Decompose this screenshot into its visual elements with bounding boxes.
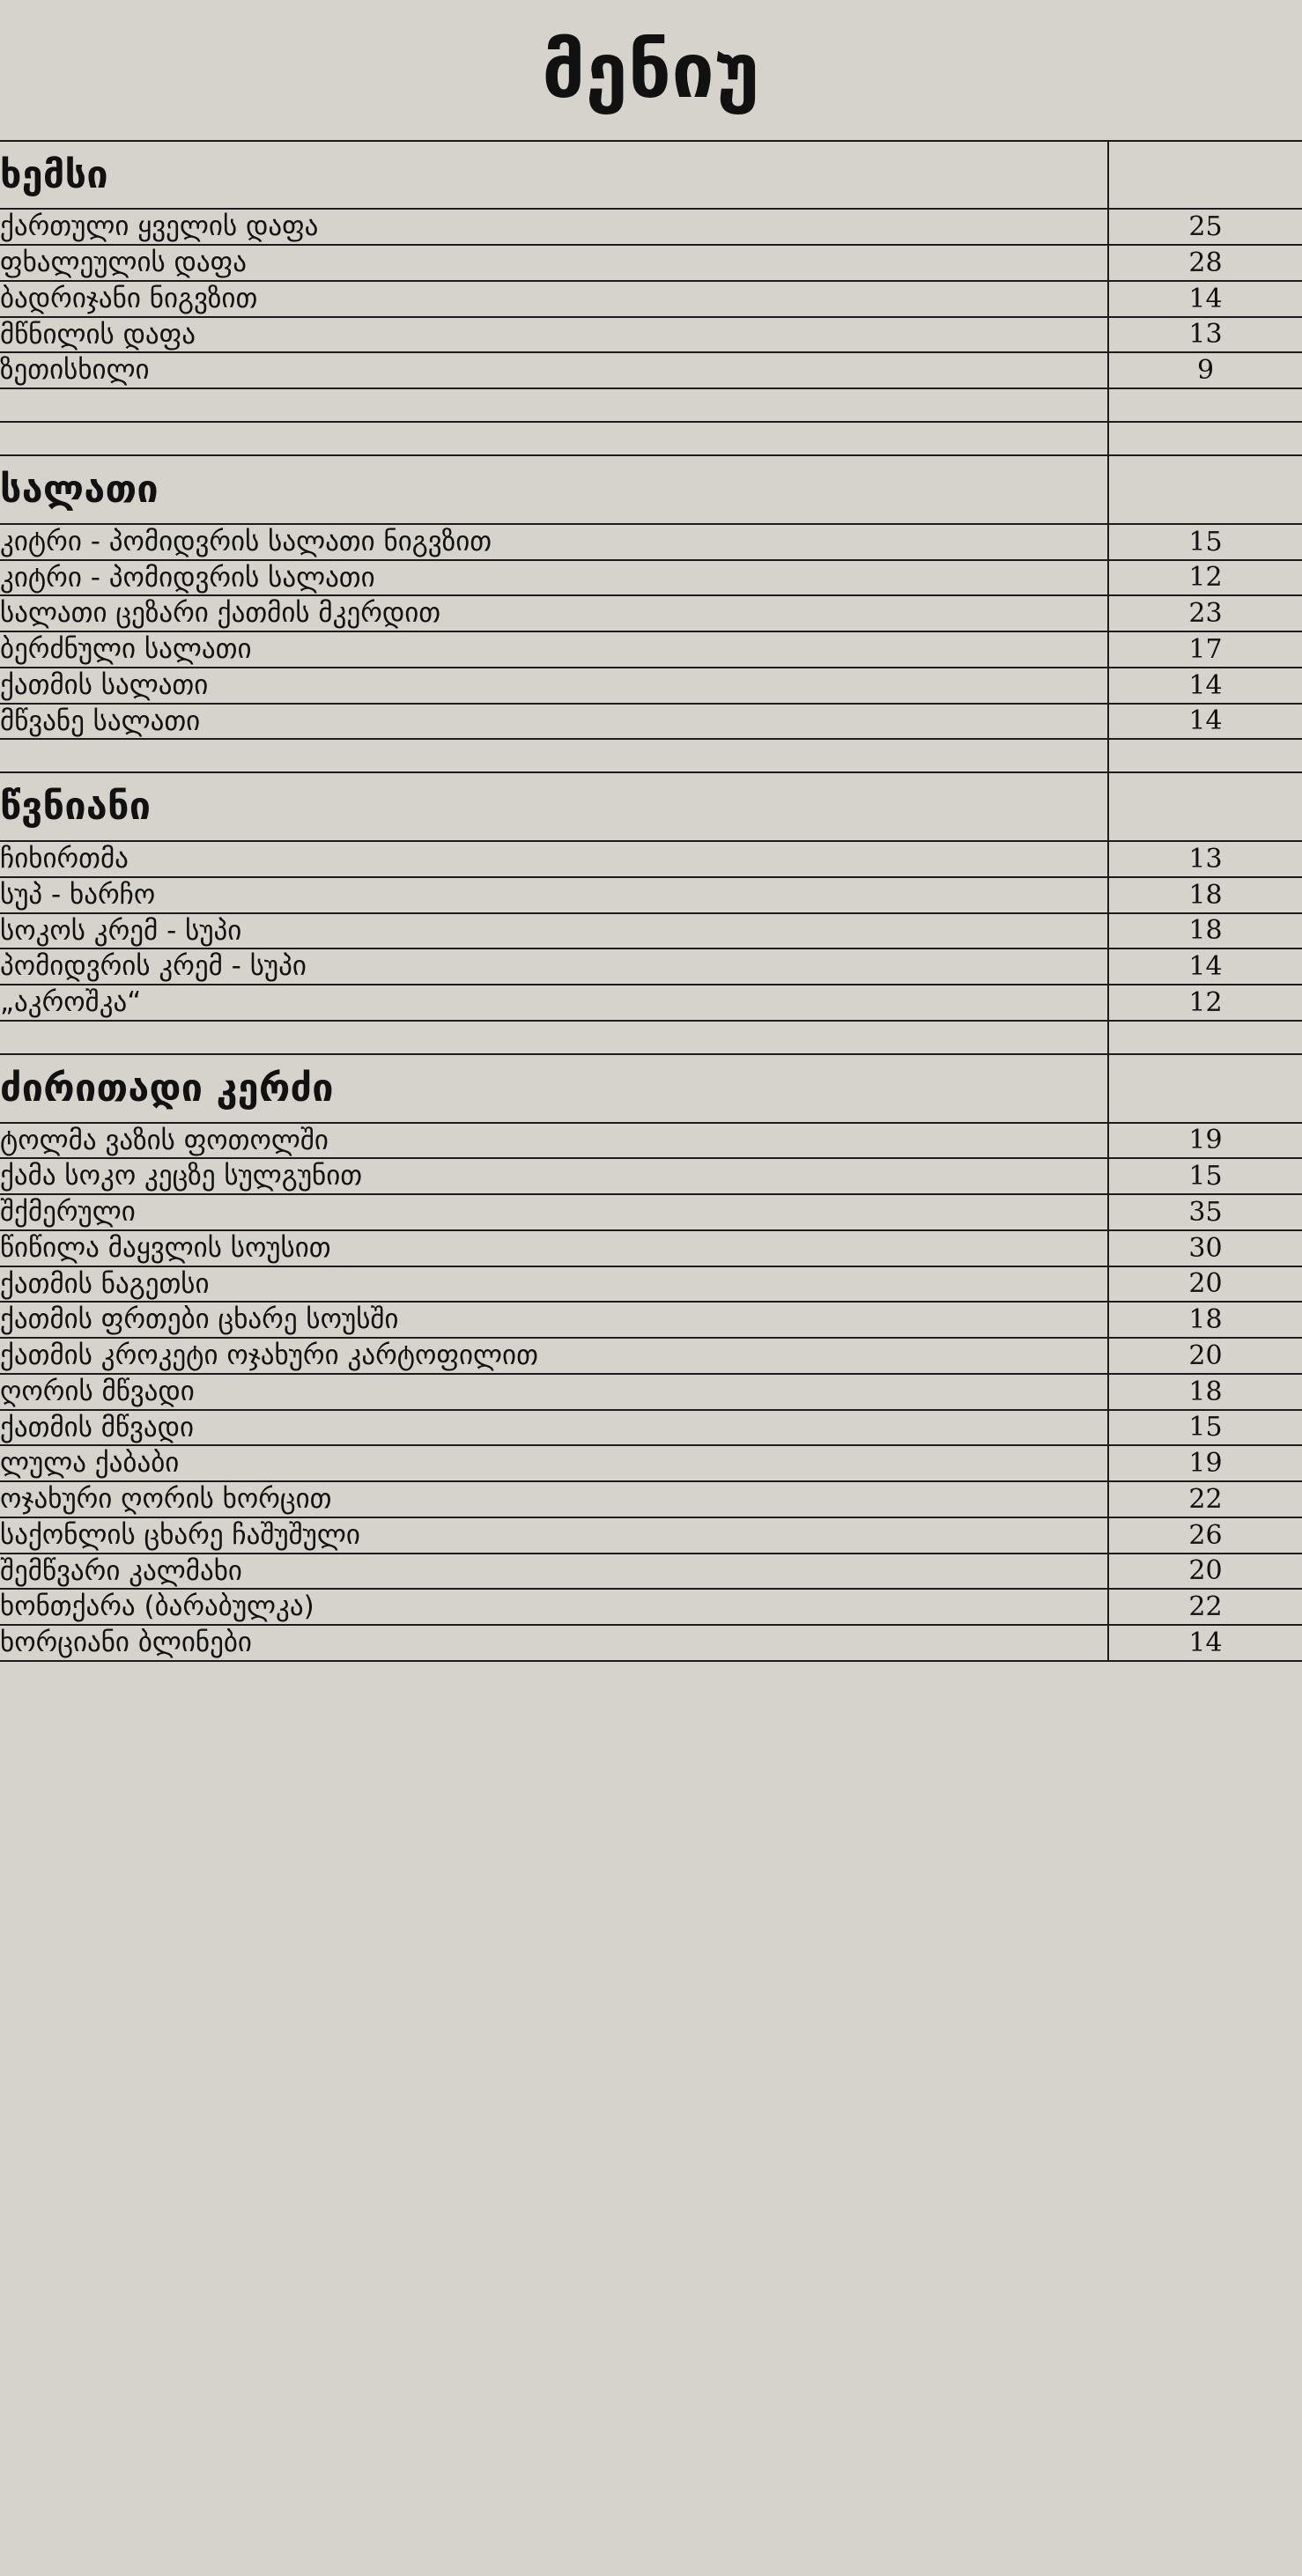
menu-item-price: 18: [1108, 877, 1302, 913]
menu-item-price: 12: [1108, 560, 1302, 596]
menu-item-name: ხორციანი ბლინები: [0, 1625, 1108, 1661]
spacer-cell: [0, 739, 1108, 772]
menu-item-price: 35: [1108, 1194, 1302, 1230]
menu-item-price: 19: [1108, 1445, 1302, 1481]
menu-item-name: შემწვარი კალმახი: [0, 1554, 1108, 1590]
menu-item-row: [0, 1338, 1302, 1374]
menu-item-name: კიტრი - პომიდვრის სალათი: [0, 560, 1108, 596]
menu-item-row: [0, 1517, 1302, 1554]
menu-item-name: ჩიხირთმა: [0, 841, 1108, 877]
menu-item-name: ტოლმა ვაზის ფოთოლში: [0, 1123, 1108, 1159]
menu-item-name: ფხალეულის დაფა: [0, 245, 1108, 281]
menu-item-price: 25: [1108, 209, 1302, 245]
menu-section-header: [0, 455, 1302, 524]
menu-item-name: პომიდვრის კრემ - სუპი: [0, 948, 1108, 985]
spacer-cell: [0, 388, 1108, 422]
spacer-cell: [1108, 422, 1302, 455]
menu-item-row: [0, 948, 1302, 985]
section-title: ძირითადი კერძი: [0, 1054, 1108, 1123]
menu-item-price: 9: [1108, 352, 1302, 388]
menu-item-price: 22: [1108, 1589, 1302, 1625]
menu-item-price: 20: [1108, 1266, 1302, 1303]
section-title: სალათი: [0, 455, 1108, 524]
menu-item-row: [0, 704, 1302, 740]
menu-spacer-row: [0, 422, 1302, 455]
menu-spacer-row: [0, 739, 1302, 772]
menu-item-price: 15: [1108, 1410, 1302, 1446]
menu-item-name: ქათმის კროკეტი ოჯახური კარტოფილით: [0, 1338, 1108, 1374]
menu-item-price: 15: [1108, 1158, 1302, 1194]
menu-item-name: ქათმის ნაგეთსი: [0, 1266, 1108, 1303]
spacer-cell: [1108, 388, 1302, 422]
menu-item-row: [0, 1445, 1302, 1481]
menu-item-name: ღორის მწვადი: [0, 1374, 1108, 1410]
menu-item-row: [0, 1554, 1302, 1590]
menu-item-name: ბერძნული სალათი: [0, 631, 1108, 668]
menu-item-price: 13: [1108, 841, 1302, 877]
spacer-cell: [0, 422, 1108, 455]
menu-item-name: ლულა ქაბაბი: [0, 1445, 1108, 1481]
menu-item-name: წიწილა მაყვლის სოუსით: [0, 1230, 1108, 1266]
menu-item-name: ქათმის ფრთები ცხარე სოუსში: [0, 1302, 1108, 1338]
menu-item-name: ქართული ყველის დაფა: [0, 209, 1108, 245]
menu-item-row: [0, 1230, 1302, 1266]
menu-item-row: [0, 841, 1302, 877]
spacer-cell: [1108, 1021, 1302, 1054]
menu-item-name: ბადრიჯანი ნიგვზით: [0, 281, 1108, 317]
menu-item-price: 14: [1108, 668, 1302, 704]
menu-item-name: შქმერული: [0, 1194, 1108, 1230]
menu-item-name: „აკროშკა“: [0, 985, 1108, 1021]
menu-item-name: ხონთქარა (ბარაბულკა): [0, 1589, 1108, 1625]
menu-item-name: სალათი ცეზარი ქათმის მკერდით: [0, 595, 1108, 631]
menu-item-row: [0, 1302, 1302, 1338]
menu-item-row: [0, 1194, 1302, 1230]
menu-item-row: [0, 913, 1302, 949]
menu-section-header: [0, 1054, 1302, 1123]
menu-item-row: [0, 209, 1302, 245]
menu-item-name: ქამა სოკო კეცზე სულგუნით: [0, 1158, 1108, 1194]
menu-item-row: [0, 668, 1302, 704]
menu-item-row: [0, 281, 1302, 317]
menu-item-row: [0, 1374, 1302, 1410]
menu-item-price: 18: [1108, 913, 1302, 949]
menu-item-name: საქონლის ცხარე ჩაშუშული: [0, 1517, 1108, 1554]
menu-item-price: 23: [1108, 595, 1302, 631]
menu-item-name: ქათმის სალათი: [0, 668, 1108, 704]
menu-item-price: 14: [1108, 948, 1302, 985]
menu-item-price: 12: [1108, 985, 1302, 1021]
spacer-cell: [0, 1021, 1108, 1054]
menu-table: [0, 140, 1302, 1662]
section-title: ხემსი: [0, 141, 1108, 210]
menu-item-price: 17: [1108, 631, 1302, 668]
section-title: წვნიანი: [0, 772, 1108, 841]
menu-item-price: 22: [1108, 1481, 1302, 1517]
menu-spacer-row: [0, 388, 1302, 422]
menu-item-row: [0, 245, 1302, 281]
menu-section-header: [0, 772, 1302, 841]
menu-item-name: ოჯახური ღორის ხორცით: [0, 1481, 1108, 1517]
menu-item-row: [0, 1625, 1302, 1661]
menu-item-row: [0, 1481, 1302, 1517]
spacer-cell: [1108, 739, 1302, 772]
menu-item-price: 20: [1108, 1338, 1302, 1374]
menu-item-price: 13: [1108, 317, 1302, 353]
menu-item-price: 14: [1108, 281, 1302, 317]
menu-item-name: ზეთისხილი: [0, 352, 1108, 388]
menu-item-row: [0, 631, 1302, 668]
menu-item-price: 26: [1108, 1517, 1302, 1554]
menu-item-price: 20: [1108, 1554, 1302, 1590]
menu-table-body: [0, 141, 1302, 1661]
menu-item-row: [0, 317, 1302, 353]
menu-item-row: [0, 1123, 1302, 1159]
menu-item-row: [0, 1266, 1302, 1303]
menu-item-price: 18: [1108, 1302, 1302, 1338]
menu-item-price: 14: [1108, 1625, 1302, 1661]
menu-item-price: 19: [1108, 1123, 1302, 1159]
menu-item-name: კიტრი - პომიდვრის სალათი ნიგვზით: [0, 524, 1108, 560]
menu-item-row: [0, 1158, 1302, 1194]
menu-item-name: მწნილის დაფა: [0, 317, 1108, 353]
page-title: მენიუ: [542, 27, 760, 115]
menu-item-name: სოკოს კრემ - სუპი: [0, 913, 1108, 949]
menu-item-row: [0, 595, 1302, 631]
menu-item-price: 14: [1108, 704, 1302, 740]
menu-item-row: [0, 352, 1302, 388]
menu-item-name: ქათმის მწვადი: [0, 1410, 1108, 1446]
menu-item-price: 30: [1108, 1230, 1302, 1266]
menu-item-row: [0, 560, 1302, 596]
menu-item-row: [0, 1410, 1302, 1446]
menu-item-name: მწვანე სალათი: [0, 704, 1108, 740]
menu-item-row: [0, 524, 1302, 560]
menu-item-price: 18: [1108, 1374, 1302, 1410]
menu-item-row: [0, 877, 1302, 913]
menu-item-price: 15: [1108, 524, 1302, 560]
menu-item-row: [0, 985, 1302, 1021]
menu-section-header: [0, 141, 1302, 210]
menu-item-row: [0, 1589, 1302, 1625]
menu-spacer-row: [0, 1021, 1302, 1054]
menu-item-price: 28: [1108, 245, 1302, 281]
menu-item-name: სუპ - ხარჩო: [0, 877, 1108, 913]
